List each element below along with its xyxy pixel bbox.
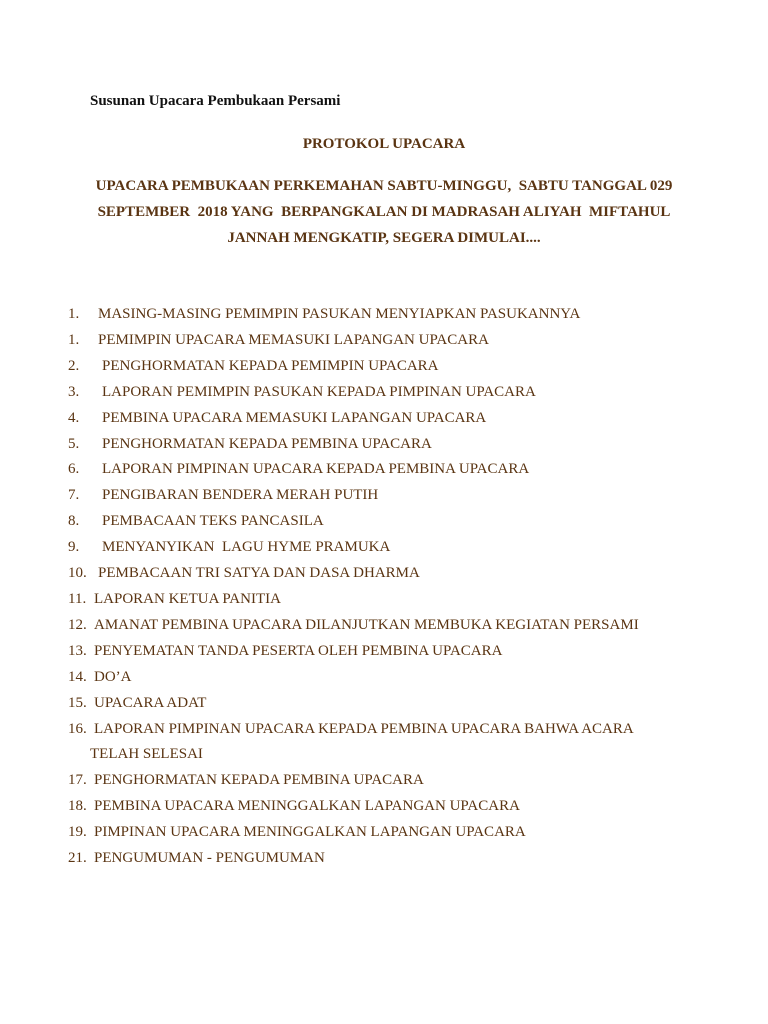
list-item-text: LAPORAN KETUA PANITIA: [94, 590, 281, 607]
list-item-number: 14.: [68, 668, 87, 685]
list-item-text: UPACARA ADAT: [94, 694, 207, 711]
list-item-number: 21.: [68, 850, 87, 867]
list-item-text: PENGHORMATAN KEPADA PEMBINA UPACARA: [94, 772, 424, 789]
list-item-text: PENGUMUMAN - PENGUMUMAN: [94, 850, 325, 867]
list-item: [68, 691, 708, 717]
list-item-number: 1.: [68, 306, 80, 322]
list-item-number: 1.: [68, 331, 80, 348]
list-item: [68, 406, 708, 432]
list-item: [68, 509, 708, 535]
intro-line: JANNAH MENGKATIP, SEGERA DIMULAI....: [227, 230, 541, 246]
list-item-text: PENGHORMATAN KEPADA PEMIMPIN UPACARA: [102, 357, 439, 374]
list-item-number: 13.: [68, 642, 87, 659]
list-item: [68, 717, 708, 769]
intro-paragraph: [88, 173, 680, 251]
list-item: [68, 665, 708, 691]
list-item: [68, 380, 708, 406]
list-item-text: PEMBINA UPACARA MEMASUKI LAPANGAN UPACARA: [102, 409, 487, 426]
document-title: Susunan Upacara Pembukaan Persami: [90, 93, 341, 109]
list-item: [68, 613, 708, 639]
intro-line: UPACARA PEMBUKAAN PERKEMAHAN SABTU-MINGGU, SABTU TANGGAL 029: [95, 178, 673, 194]
list-item-number: 2.: [68, 357, 80, 374]
list-item-text: MASING-MASING PEMIMPIN PASUKAN MENYIAPKAN PASUKANNYA: [98, 306, 581, 322]
list-item-text: LAPORAN PEMIMPIN PASUKAN KEPADA PIMPINAN UPACARA: [102, 383, 536, 400]
list-item: [68, 302, 708, 328]
list-item-text: LAPORAN PIMPINAN UPACARA KEPADA PEMBINA UPACARA BAHWA ACARA: [94, 720, 634, 737]
list-item: [68, 535, 708, 561]
list-item-number: 10.: [68, 565, 87, 582]
list-item-text: PENGHORMATAN KEPADA PEMBINA UPACARA: [102, 435, 432, 452]
list-item-text: PEMIMPIN UPACARA MEMASUKI LAPANGAN UPACARA: [98, 331, 489, 348]
list-item-number: 9.: [68, 539, 80, 556]
list-item-text: PIMPINAN UPACARA MENINGGALKAN LAPANGAN UPACARA: [94, 824, 526, 841]
list-item-text: PEMBINA UPACARA MENINGGALKAN LAPANGAN UPACARA: [94, 798, 520, 815]
list-item: [68, 768, 708, 794]
list-item: [68, 457, 708, 483]
list-item-number: 15.: [68, 694, 87, 711]
list-item-text: PEMBACAAN TEKS PANCASILA: [102, 513, 324, 530]
list-item-number: 12.: [68, 616, 87, 633]
list-item-text: AMANAT PEMBINA UPACARA DILANJUTKAN MEMBUKA KEGIATAN PERSAMI: [94, 616, 639, 633]
list-item: [68, 561, 708, 587]
list-item: [68, 794, 708, 820]
list-item: [68, 328, 708, 354]
list-item-text: PENYEMATAN TANDA PESERTA OLEH PEMBINA UPACARA: [94, 642, 503, 659]
list-item: [68, 846, 708, 872]
list-item-number: 7.: [68, 487, 80, 504]
list-item: [68, 820, 708, 846]
list-item-text: PENGIBARAN BENDERA MERAH PUTIH: [102, 487, 379, 504]
list-item-number: 3.: [68, 383, 80, 400]
list-item: [68, 483, 708, 509]
ceremony-steps-list: [68, 302, 708, 872]
list-item-text: DO’A: [94, 668, 132, 685]
list-item: [68, 432, 708, 458]
list-item-text: MENYANYIKAN LAGU HYME PRAMUKA: [102, 539, 391, 556]
list-item-number: 5.: [68, 435, 80, 452]
list-item: [68, 639, 708, 665]
list-item-number: 16.: [68, 720, 87, 737]
list-item-continuation: TELAH SELESAI: [90, 746, 203, 763]
list-item: [68, 354, 708, 380]
intro-line: SEPTEMBER 2018 YANG BERPANGKALAN DI MADRASAH ALIYAH MIFTAHUL: [97, 204, 671, 220]
list-item-number: 19.: [68, 824, 87, 841]
list-item-text: PEMBACAAN TRI SATYA DAN DASA DHARMA: [98, 565, 420, 582]
list-item-number: 4.: [68, 409, 80, 426]
list-item-number: 8.: [68, 513, 80, 530]
list-item-number: 18.: [68, 798, 87, 815]
list-item-text: LAPORAN PIMPINAN UPACARA KEPADA PEMBINA UPACARA: [102, 461, 530, 478]
list-item-number: 11.: [68, 590, 87, 607]
list-item-number: 6.: [68, 461, 80, 478]
list-item: [68, 587, 708, 613]
protocol-heading: PROTOKOL UPACARA: [302, 136, 466, 152]
list-item-number: 17.: [68, 772, 87, 789]
